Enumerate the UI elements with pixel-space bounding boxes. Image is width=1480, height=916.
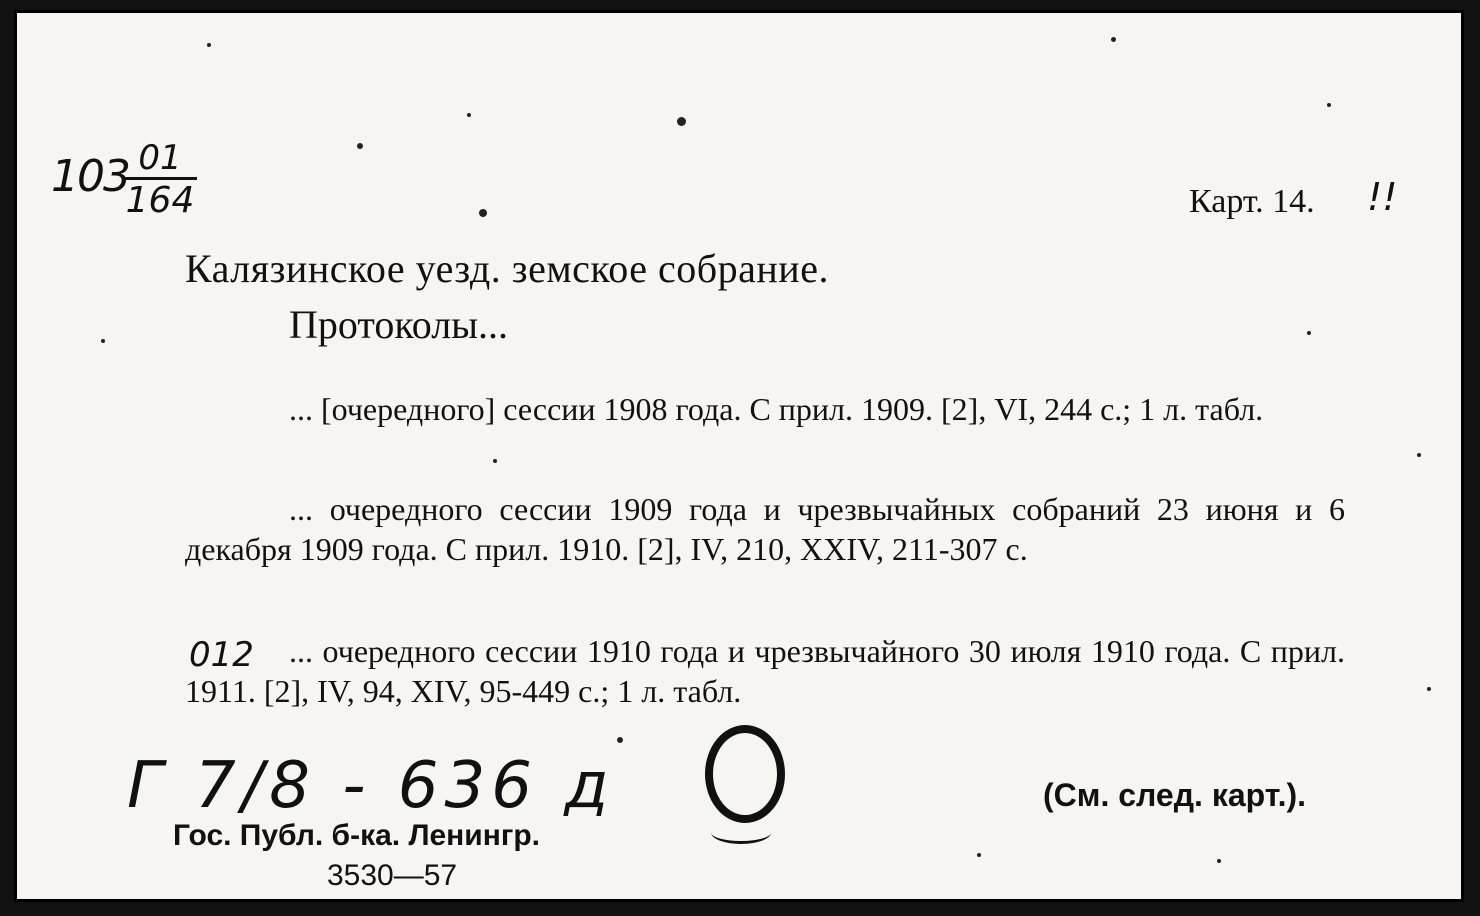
- card-number: Карт. 14.: [1189, 183, 1315, 220]
- bibliographic-entry: [185, 631, 1345, 711]
- stamp-circle: [705, 725, 785, 823]
- speck: [493, 459, 497, 463]
- speck: [357, 143, 363, 149]
- speck: [207, 43, 211, 47]
- stamp-underline: [711, 821, 771, 844]
- speck: [977, 853, 981, 857]
- catalog-card: [14, 10, 1464, 902]
- entry-text: ... очередного сессии 1910 года и чрезвычайного 30 июля 1910 года. С прил. 1911. [2], IV, 94, XIV, 95-449 с.; 1 л. табл.: [185, 633, 1345, 709]
- bibliographic-entry: [185, 389, 1345, 429]
- speck: [479, 209, 487, 217]
- entry-handwritten-prefix: 012: [189, 635, 254, 675]
- order-number: 3530—57: [327, 859, 458, 892]
- continued-note: (См. след. карт.).: [1043, 777, 1307, 813]
- speck: [1427, 687, 1431, 691]
- speck: [1307, 331, 1311, 335]
- entry-text: ... очередного сессии 1909 года и чрезвычайных собраний 23 июня и 6 декабря 1909 года. С прил. 1910. [2], IV, 210, XXIV, 211-307 с.: [185, 491, 1345, 567]
- speck: [1217, 859, 1221, 863]
- speck: [1417, 453, 1421, 457]
- publisher-imprint: Гос. Публ. б-ка. Ленингр.: [173, 819, 541, 852]
- entry-text: ... [очередного] сессии 1908 года. С прил. 1909. [2], VI, 244 с.; 1 л. табл.: [289, 391, 1264, 427]
- shelfmark-number: 103: [51, 151, 129, 202]
- shelfmark-fraction: [123, 139, 197, 222]
- call-number: Г 7/8 - 636 д: [127, 749, 615, 823]
- entry-heading: Калязинское уезд. земское собрание.: [185, 246, 829, 291]
- speck: [677, 117, 686, 126]
- bibliographic-entry: [185, 489, 1345, 569]
- entry-subheading: Протоколы...: [289, 302, 509, 347]
- shelfmark-fraction-bottom: 164: [125, 180, 195, 221]
- card-number-mark: !!: [1367, 175, 1398, 219]
- speck: [617, 737, 623, 743]
- speck: [101, 339, 105, 343]
- speck: [1111, 37, 1116, 42]
- speck: [467, 113, 471, 117]
- shelfmark-fraction-top: 01: [123, 139, 197, 180]
- speck: [1327, 103, 1331, 107]
